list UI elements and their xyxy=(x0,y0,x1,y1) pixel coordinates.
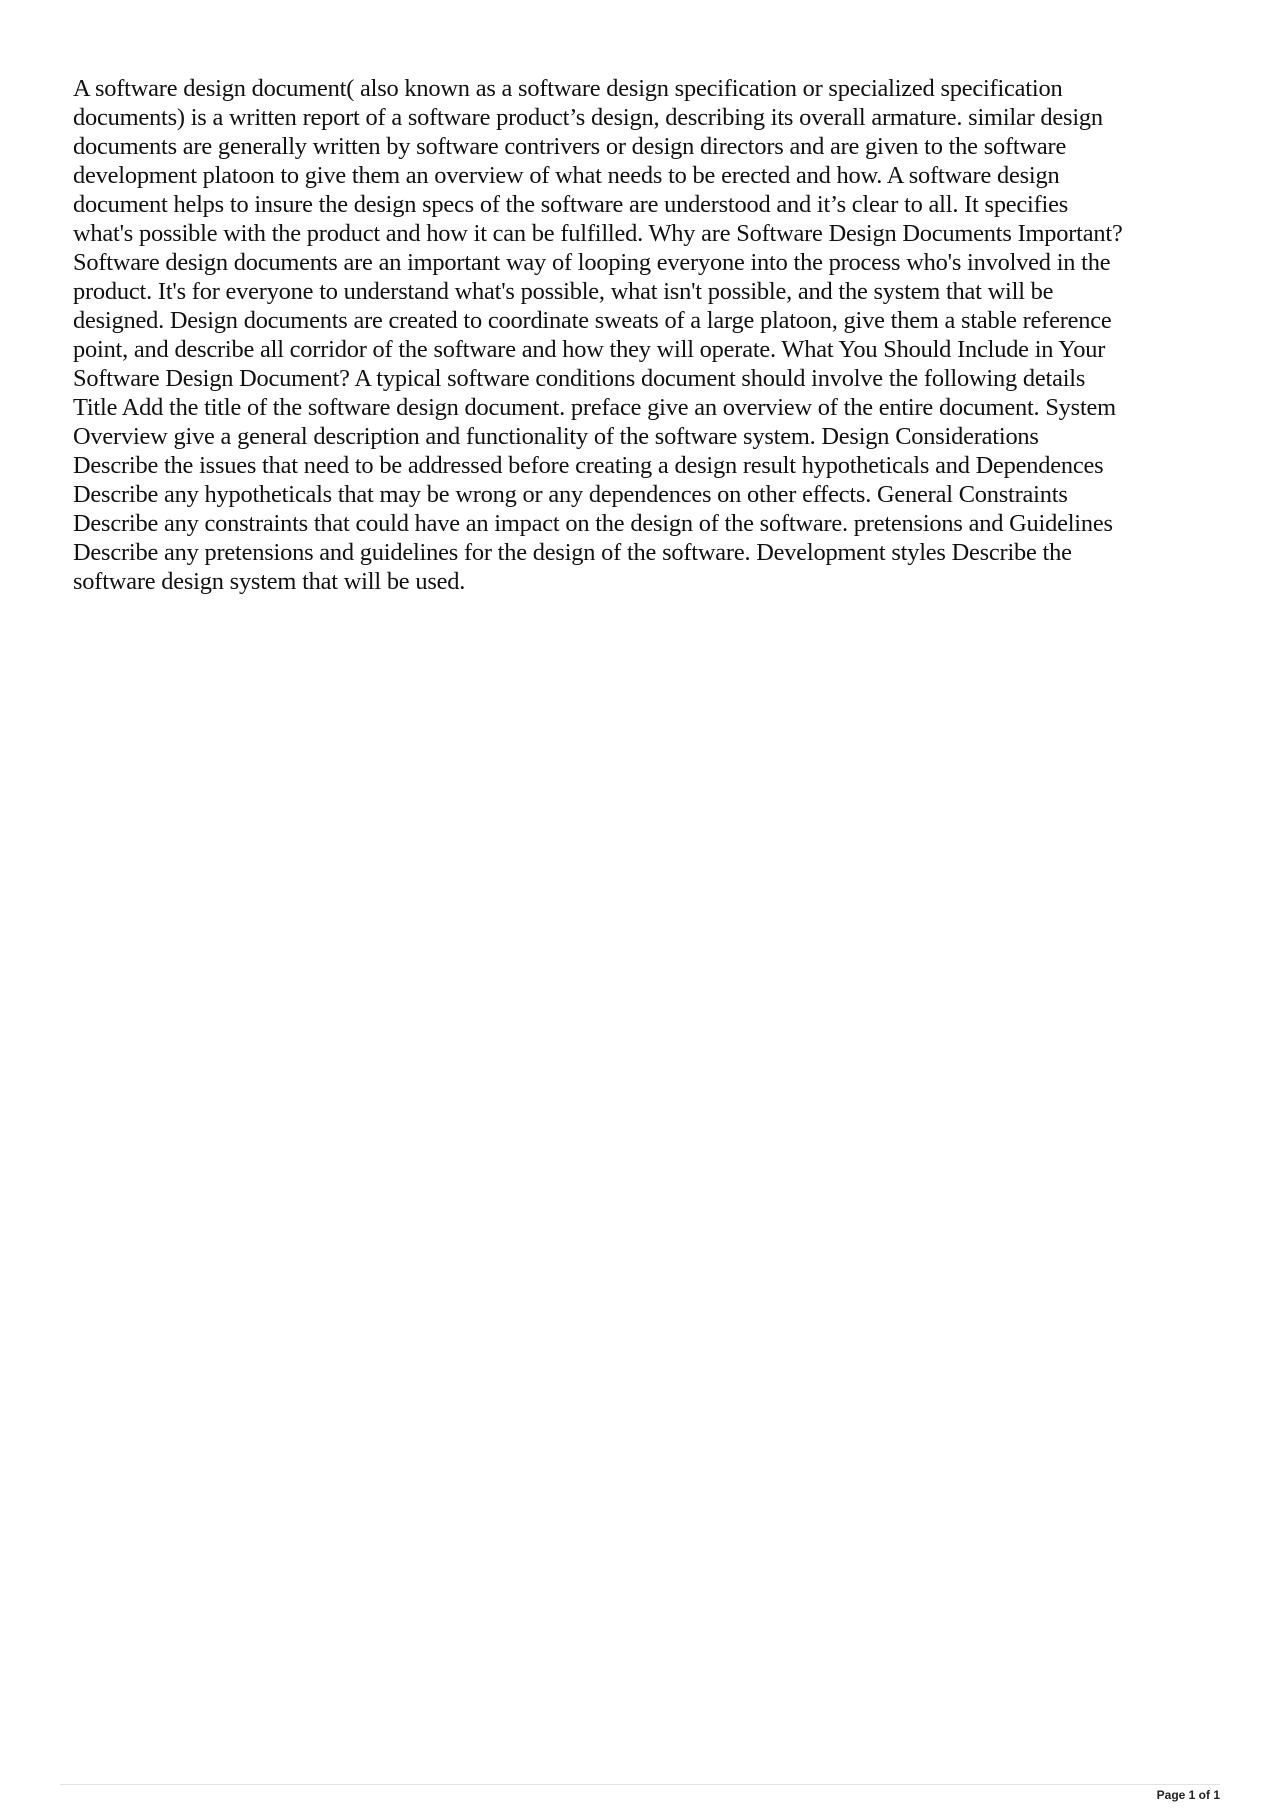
body-line-1: A software design document( also known as a software design specification or specialized specification xyxy=(73,75,1063,102)
body-line-16: Describe any constraints that could have an impact on the design of the software. pretensions and Guidelines xyxy=(73,510,1113,537)
body-line-10: point, and describe all corridor of the software and how they will operate. What You Should Include in Your xyxy=(73,336,1106,363)
body-line-8: product. It's for everyone to understand what's possible, what isn't possible, and the system that will be xyxy=(73,278,1054,305)
page-number: Page 1 of 1 xyxy=(1156,1788,1220,1802)
body-line-13: Overview give a general description and functionality of the software system. Design Considerations xyxy=(73,423,1039,450)
body-line-12: Title Add the title of the software design document. preface give an overview of the entire document. System xyxy=(73,394,1116,421)
body-line-6: what's possible with the product and how it can be fulfilled. Why are Software Design Documents Important? xyxy=(73,220,1123,247)
body-line-9: designed. Design documents are created to coordinate sweats of a large platoon, give them a stable reference xyxy=(73,307,1112,334)
body-line-5: document helps to insure the design specs of the software are understood and it’s clear to all. It specifies xyxy=(73,191,1069,218)
footer-divider xyxy=(60,1784,1220,1785)
body-line-4: development platoon to give them an overview of what needs to be erected and how. A software design xyxy=(73,162,1060,189)
body-line-3: documents are generally written by software contrivers or design directors and are given to the software xyxy=(73,133,1067,160)
body-line-14: Describe the issues that need to be addressed before creating a design result hypotheticals and Dependences xyxy=(73,452,1104,479)
body-line-2: documents) is a written report of a software product’s design, describing its overall armature. similar design xyxy=(73,104,1103,131)
body-line-18: software design system that will be used. xyxy=(73,568,466,595)
body-line-17: Describe any pretensions and guidelines for the design of the software. Development styles Describe the xyxy=(73,539,1072,566)
body-paragraph xyxy=(73,74,1213,596)
body-line-11: Software Design Document? A typical software conditions document should involve the following details xyxy=(73,365,1086,392)
body-line-15: Describe any hypotheticals that may be wrong or any dependences on other effects. General Constraints xyxy=(73,481,1068,508)
body-line-7: Software design documents are an important way of looping everyone into the process who's involved in the xyxy=(73,249,1111,276)
